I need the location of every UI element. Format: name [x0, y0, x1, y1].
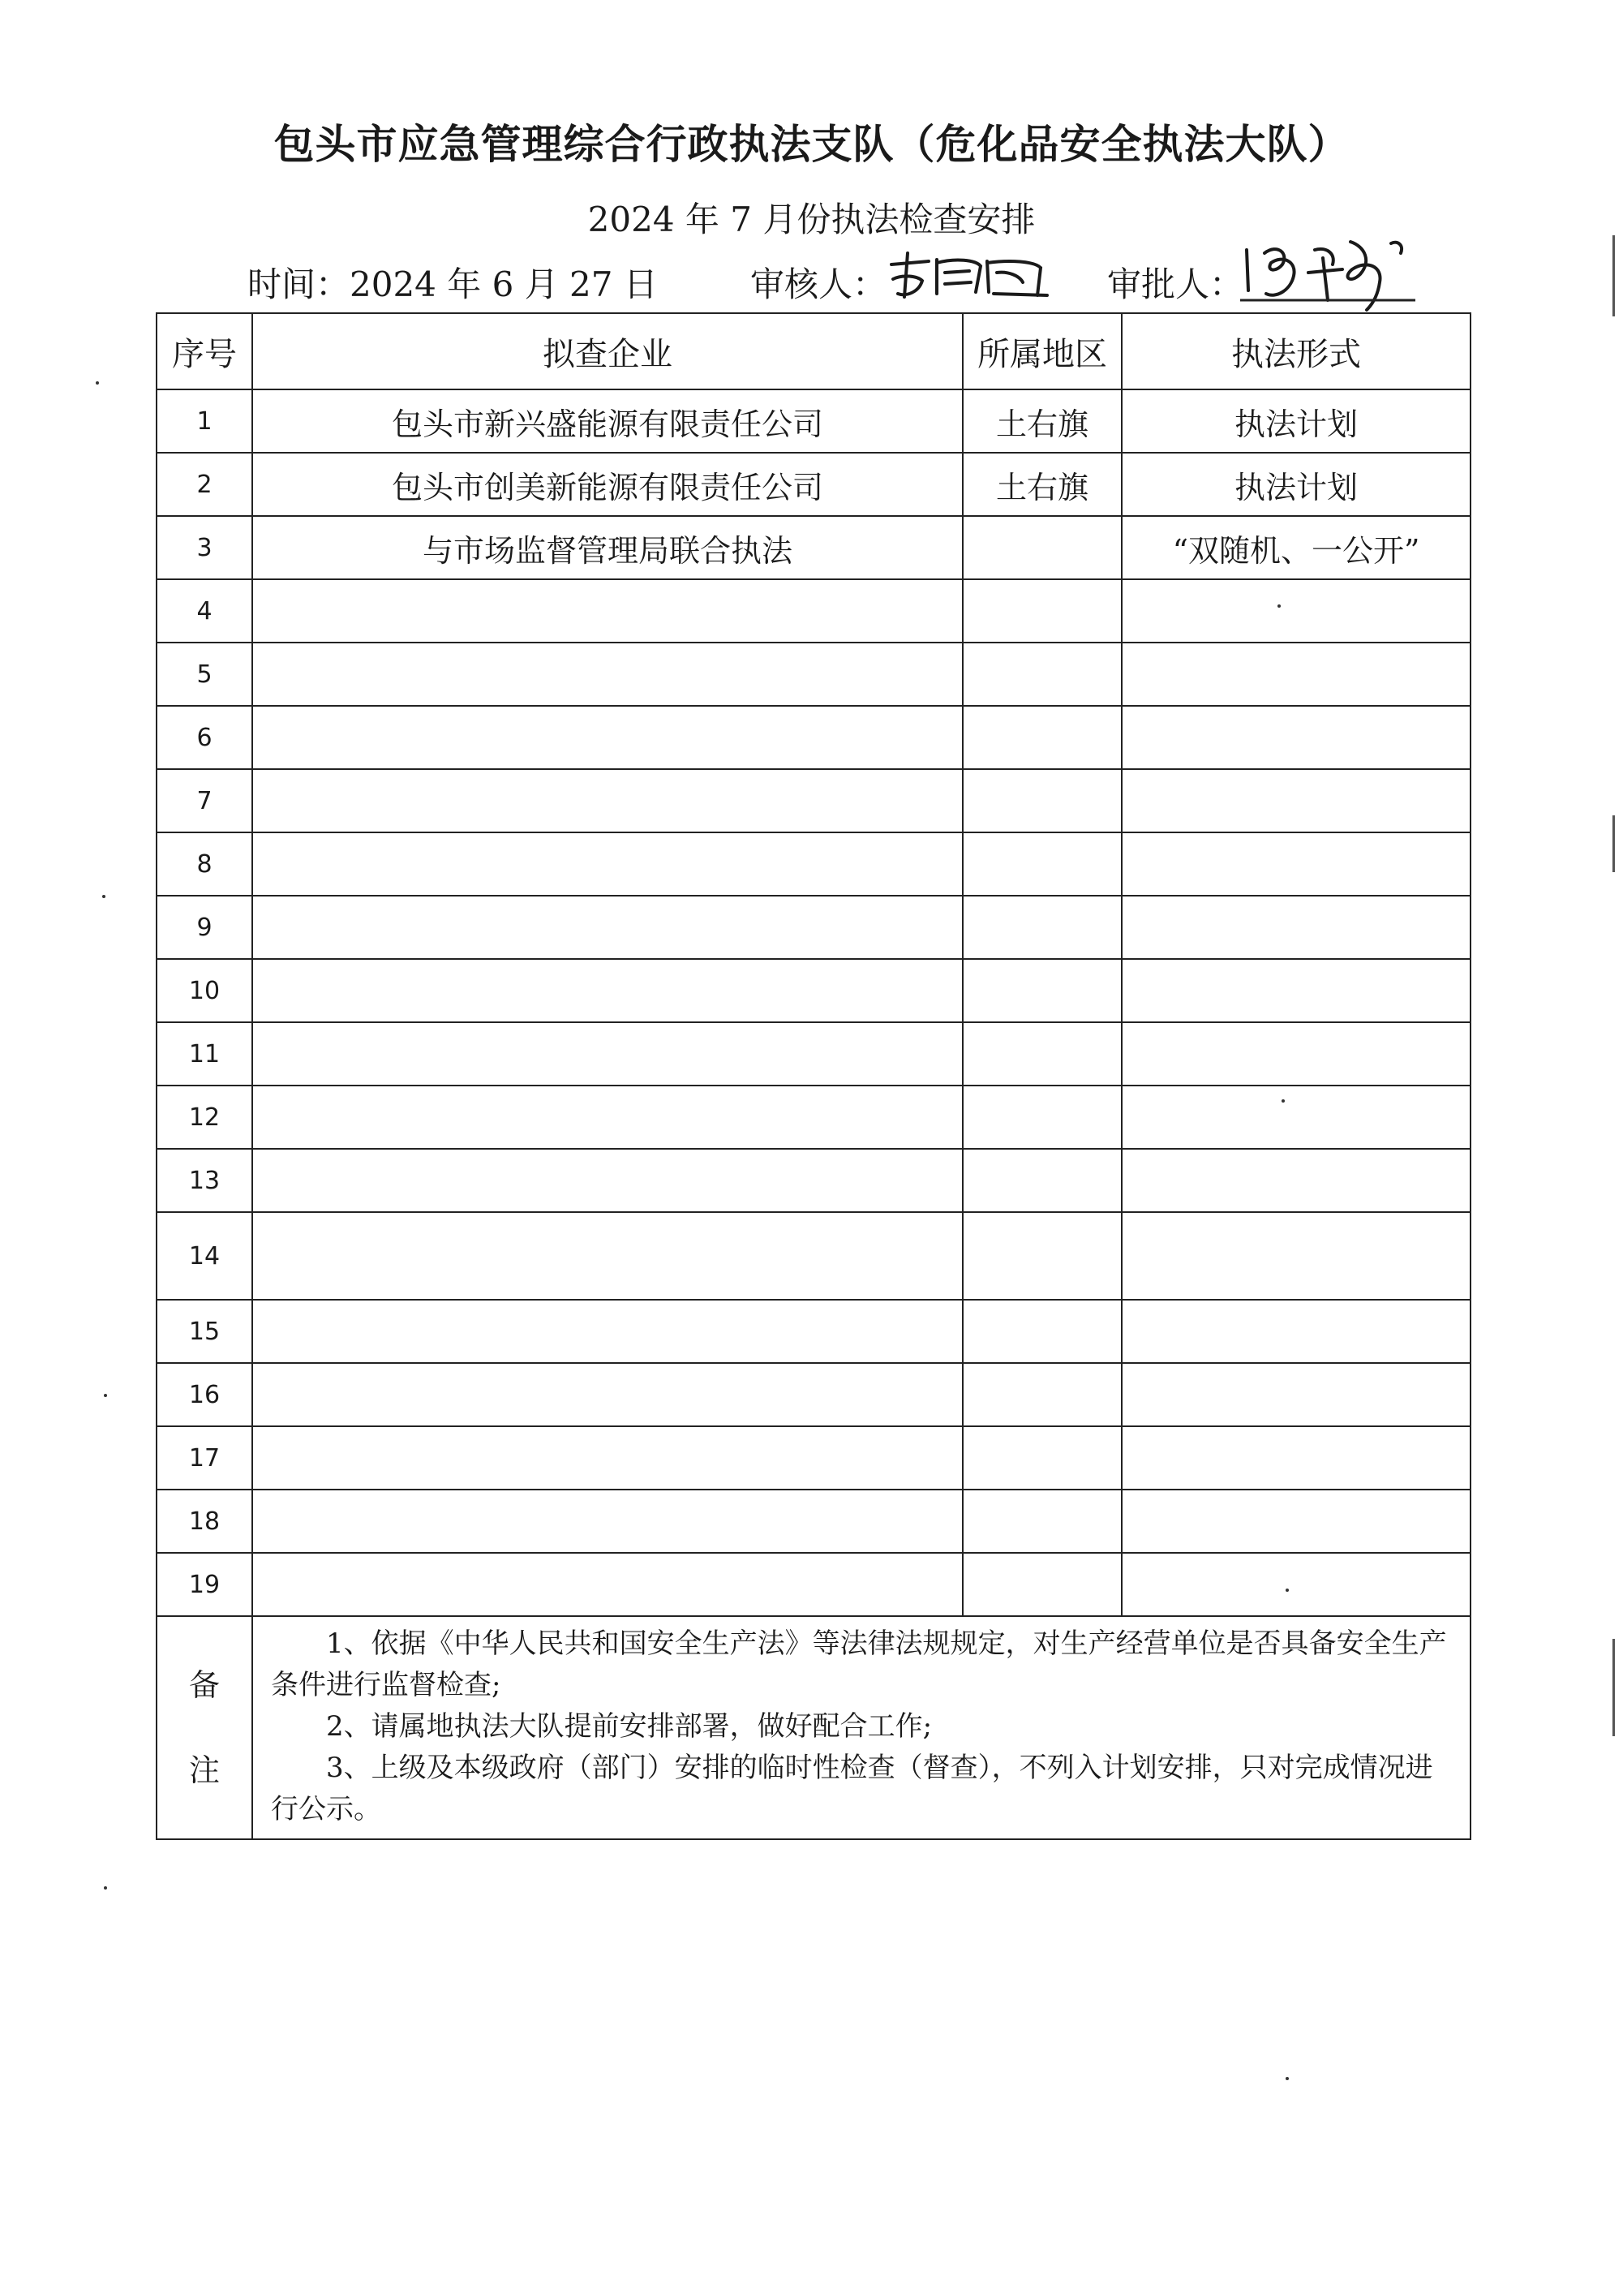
scan-speck — [104, 1394, 107, 1397]
table-row — [157, 1490, 1471, 1553]
company-cell — [252, 1426, 963, 1490]
company-cell — [252, 643, 963, 706]
approver-signature — [1237, 226, 1423, 319]
region-cell — [963, 959, 1122, 1022]
row-number: 7 — [157, 769, 252, 832]
region-cell — [963, 832, 1122, 896]
table-row — [157, 1553, 1471, 1616]
company-cell — [252, 832, 963, 896]
row-number: 14 — [157, 1212, 252, 1300]
row-number: 5 — [157, 643, 252, 706]
form-cell — [1122, 1363, 1471, 1426]
table-row — [157, 1363, 1471, 1426]
table-row — [157, 959, 1471, 1022]
company-cell — [252, 896, 963, 959]
approver-label: 审批人： — [1107, 264, 1244, 304]
region-cell: 土右旗 — [963, 453, 1122, 516]
column-header-region: 所属地区 — [963, 313, 1122, 389]
row-number: 11 — [157, 1022, 252, 1086]
row-number: 1 — [157, 389, 252, 453]
form-cell — [1122, 579, 1471, 643]
scan-speck — [1277, 604, 1281, 608]
form-cell: “双随机、一公开” — [1122, 516, 1471, 579]
table-row — [157, 643, 1471, 706]
form-cell — [1122, 1149, 1471, 1212]
region-cell — [963, 516, 1122, 579]
region-cell — [963, 1490, 1122, 1553]
scan-speck — [104, 1886, 107, 1890]
region-cell — [963, 643, 1122, 706]
region-cell — [963, 1149, 1122, 1212]
region-cell: 土右旗 — [963, 389, 1122, 453]
row-number: 15 — [157, 1300, 252, 1363]
table-row — [157, 1300, 1471, 1363]
scan-speck — [96, 381, 99, 385]
form-cell — [1122, 832, 1471, 896]
table-row — [157, 1212, 1471, 1300]
column-header-number: 序号 — [157, 313, 252, 389]
date-value: 2024 年 6 月 27 日 — [350, 264, 658, 304]
region-cell — [963, 1363, 1122, 1426]
form-cell: 执法计划 — [1122, 389, 1471, 453]
form-cell — [1122, 1553, 1471, 1616]
company-cell — [252, 1086, 963, 1149]
region-cell — [963, 1553, 1122, 1616]
company-cell — [252, 1022, 963, 1086]
row-number: 3 — [157, 516, 252, 579]
form-cell — [1122, 1426, 1471, 1490]
form-cell — [1122, 1212, 1471, 1300]
table-row — [157, 453, 1471, 516]
note-item: 2、请属地执法大队提前安排部署，做好配合工作; — [326, 1710, 933, 1743]
row-number: 8 — [157, 832, 252, 896]
column-header-form: 执法形式 — [1122, 313, 1471, 389]
table-row — [157, 1086, 1471, 1149]
company-cell — [252, 1553, 963, 1616]
form-cell — [1122, 1300, 1471, 1363]
region-cell — [963, 1022, 1122, 1086]
scan-speck — [1286, 1589, 1289, 1592]
form-cell — [1122, 1022, 1471, 1086]
form-cell: 执法计划 — [1122, 453, 1471, 516]
region-cell — [963, 896, 1122, 959]
company-cell — [252, 1363, 963, 1426]
form-cell — [1122, 769, 1471, 832]
date-label: 时间： — [247, 264, 350, 304]
table-row — [157, 1426, 1471, 1490]
company-cell — [252, 706, 963, 769]
notes-body — [252, 1616, 1471, 1839]
table-row — [157, 769, 1471, 832]
region-cell — [963, 1086, 1122, 1149]
company-cell — [252, 579, 963, 643]
table-row — [157, 832, 1471, 896]
scan-edge-mark — [1612, 815, 1615, 872]
form-cell — [1122, 706, 1471, 769]
company-cell: 包头市创美新能源有限责任公司 — [252, 453, 963, 516]
table-row — [157, 389, 1471, 453]
notes-label — [157, 1616, 252, 1839]
row-number: 2 — [157, 453, 252, 516]
scan-edge-mark — [1612, 235, 1615, 316]
region-cell — [963, 769, 1122, 832]
row-number: 4 — [157, 579, 252, 643]
row-number: 13 — [157, 1149, 252, 1212]
company-cell — [252, 1490, 963, 1553]
document-title: 包头市应急管理综合行政执法支队（危化品安全执法大队） — [273, 121, 1350, 168]
table-row — [157, 706, 1471, 769]
row-number: 16 — [157, 1363, 252, 1426]
row-number: 6 — [157, 706, 252, 769]
company-cell: 与市场监督管理局联合执法 — [252, 516, 963, 579]
reviewer-label: 审核人： — [750, 264, 887, 304]
note-item: 1、依据《中华人民共和国安全生产法》等法律法规规定，对生产经营单位是否具备安全生产条件进行监督检查; — [271, 1627, 1447, 1701]
scan-speck — [1286, 2077, 1289, 2080]
column-header-company: 拟查企业 — [252, 313, 963, 389]
company-cell — [252, 1149, 963, 1212]
form-cell — [1122, 643, 1471, 706]
form-cell — [1122, 959, 1471, 1022]
table-row — [157, 896, 1471, 959]
scan-speck — [102, 895, 105, 898]
row-number: 18 — [157, 1490, 252, 1553]
region-cell — [963, 579, 1122, 643]
table-header-row — [157, 313, 1471, 389]
region-cell — [963, 1300, 1122, 1363]
company-cell — [252, 1300, 963, 1363]
notes-row — [157, 1616, 1471, 1839]
inspection-plan-table — [156, 312, 1471, 1840]
company-cell — [252, 769, 963, 832]
row-number: 9 — [157, 896, 252, 959]
form-cell — [1122, 896, 1471, 959]
scan-edge-mark — [1612, 1639, 1615, 1736]
notes-label-text: 备注 — [189, 1666, 221, 1788]
form-cell — [1122, 1086, 1471, 1149]
table-row — [157, 579, 1471, 643]
row-number: 17 — [157, 1426, 252, 1490]
company-cell: 包头市新兴盛能源有限责任公司 — [252, 389, 963, 453]
table-row — [157, 1022, 1471, 1086]
document-subtitle: 2024 年 7 月份执法检查安排 — [587, 200, 1036, 239]
row-number: 19 — [157, 1553, 252, 1616]
table-row — [157, 1149, 1471, 1212]
date-line — [247, 258, 658, 307]
reviewer-signature — [880, 243, 1058, 308]
region-cell — [963, 706, 1122, 769]
region-cell — [963, 1212, 1122, 1300]
scan-speck — [1282, 1099, 1285, 1103]
form-cell — [1122, 1490, 1471, 1553]
table-row — [157, 516, 1471, 579]
company-cell — [252, 959, 963, 1022]
company-cell — [252, 1212, 963, 1300]
note-item: 3、上级及本级政府（部门）安排的临时性检查（督查），不列入计划安排，只对完成情况进行公示。 — [271, 1752, 1433, 1825]
row-number: 12 — [157, 1086, 252, 1149]
row-number: 10 — [157, 959, 252, 1022]
region-cell — [963, 1426, 1122, 1490]
